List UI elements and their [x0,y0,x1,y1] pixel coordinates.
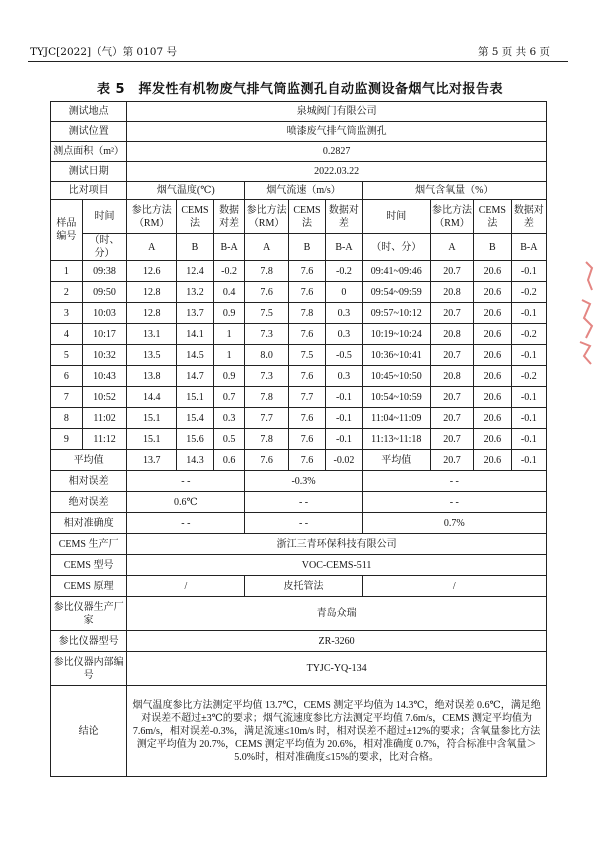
oxy-b-cell: 20.6 [474,366,512,387]
date-value: 2022.03.22 [127,162,547,182]
time-cell: 09:50 [82,282,126,303]
avg-oxy-diff: -0.1 [511,450,546,471]
compare-item-header: 比对项目 [51,182,127,200]
col-b: B [288,234,326,261]
sample-no-header: 样品编号 [51,200,83,261]
oxy-a-cell: 20.7 [430,261,473,282]
time-cell: 11:02 [82,408,126,429]
header-divider [28,61,568,62]
flow-b-cell: 7.8 [288,303,326,324]
sample-no-cell: 5 [51,345,83,366]
time-header: 时间 [82,200,126,234]
time-cell: 10:03 [82,303,126,324]
time-cell: 11:12 [82,429,126,450]
temp-a-cell: 12.6 [127,261,177,282]
time-cell: 10:52 [82,387,126,408]
cems-maker-row [51,534,547,555]
info-row [51,122,547,142]
oxy-diff-cell: -0.1 [511,261,546,282]
info-row [51,142,547,162]
col-b: B [177,234,213,261]
temp-diff-cell: -0.2 [213,261,245,282]
relative-accuracy-row [51,513,547,534]
temp-b-cell: 15.1 [177,387,213,408]
oxy-a-cell: 20.8 [430,366,473,387]
avg-oxy-a: 20.7 [430,450,473,471]
position-value: 喷漆废气排气筒监测孔 [127,122,547,142]
average-label: 平均值 [51,450,127,471]
table-row [51,282,547,303]
oxy-diff-cell: -0.2 [511,366,546,387]
time-cell: 10:43 [82,366,126,387]
temp-a-cell: 13.1 [127,324,177,345]
temp-diff-cell: 1 [213,324,245,345]
oxy-b-cell: 20.6 [474,387,512,408]
avg-temp-a: 13.7 [127,450,177,471]
oxy-time-header: 时间 [362,200,430,234]
temp-diff-cell: 0.7 [213,387,245,408]
ref-number-value: TYJC-YQ-134 [127,652,547,686]
sample-no-cell: 1 [51,261,83,282]
oxy-diff-cell: -0.2 [511,324,546,345]
flow-b-cell: 7.6 [288,429,326,450]
temp-a-cell: 12.8 [127,303,177,324]
table-row [51,387,547,408]
flow-a-cell: 7.7 [245,408,288,429]
flow-a-cell: 7.6 [245,282,288,303]
oxy-time-unit: （时、分） [362,234,430,261]
data-rows [51,261,547,450]
oxygen-group-header: 烟气含氧量（%） [362,182,546,200]
table-row [51,324,547,345]
oxy-time-cell: 10:45~10:50 [362,366,430,387]
temp-a-cell: 12.8 [127,282,177,303]
oxy-time-cell: 09:41~09:46 [362,261,430,282]
flow-b-cell: 7.7 [288,387,326,408]
oxy-a-cell: 20.7 [430,345,473,366]
area-value: 0.2827 [127,142,547,162]
temp-group-header: 烟气温度(℃) [127,182,245,200]
temp-a-cell: 15.1 [127,429,177,450]
conclusion-text: 烟气温度参比方法测定平均值 13.7℃，CEMS 测定平均值为 14.3℃，绝对误差 0.6℃，满足绝对误差不超过±3℃的要求；烟气流速度参比方法测定平均值 7.6m/s，CEMS 测定平均值为 7.6m/s，相对误差-0.3%，满足流速≤10m/s 时，相对误差不超过±12%的要求；含氧量参比方法测定平均值为 20.7%，CEMS 测定平均值为 20.6%，相对准确度 0.7%，符合标准中含氧量＞5.0%时，相对准确度≤15%的要求，比对合格。 [127,686,547,777]
temp-b-cell: 12.4 [177,261,213,282]
cems-maker-label: CEMS 生产厂 [51,534,127,555]
sample-no-cell: 9 [51,429,83,450]
sample-no-cell: 3 [51,303,83,324]
temp-b-cell: 14.7 [177,366,213,387]
ref-model-row [51,631,547,652]
table-row [51,408,547,429]
ref-number-row [51,652,547,686]
flow-b-cell: 7.6 [288,366,326,387]
site-label: 测试地点 [51,102,127,122]
temp-diff-cell: 0.9 [213,366,245,387]
flow-a-cell: 7.8 [245,429,288,450]
ref-maker-value: 青岛众瑞 [127,597,547,631]
oxy-diff-cell: -0.1 [511,429,546,450]
position-label: 测试位置 [51,122,127,142]
temp-diff-cell: 0.5 [213,429,245,450]
flow-b-cell: 7.6 [288,282,326,303]
temp-b-cell: 14.5 [177,345,213,366]
flow-a-cell: 7.3 [245,366,288,387]
relative-accuracy-flow: - - [245,513,362,534]
oxy-b-cell: 20.6 [474,429,512,450]
temp-diff-cell: 1 [213,345,245,366]
cems-principle-flow: 皮托管法 [245,576,362,597]
cems-model-value: VOC-CEMS-511 [127,555,547,576]
table-row [51,366,547,387]
sample-no-cell: 2 [51,282,83,303]
oxy-b-cell: 20.6 [474,282,512,303]
temp-a-cell: 13.5 [127,345,177,366]
flow-diff-cell: -0.1 [326,429,362,450]
oxy-diff-cell: -0.1 [511,408,546,429]
temp-rm-header: 参比方法（RM） [127,200,177,234]
flow-a-cell: 7.5 [245,303,288,324]
flow-cems-header: CEMS 法 [288,200,326,234]
temp-b-cell: 14.1 [177,324,213,345]
oxy-diff-cell: -0.1 [511,303,546,324]
page-info: 第 5 页 共 6 页 [477,46,550,58]
col-ba: B-A [511,234,546,261]
table-row [51,345,547,366]
avg-oxy-b: 20.6 [474,450,512,471]
temp-a-cell: 13.8 [127,366,177,387]
avg-temp-b: 14.3 [177,450,213,471]
oxy-b-cell: 20.6 [474,345,512,366]
date-label: 测试日期 [51,162,127,182]
oxy-time-cell: 11:04~11:09 [362,408,430,429]
sample-no-cell: 6 [51,366,83,387]
col-ba: B-A [326,234,362,261]
time-cell: 09:38 [82,261,126,282]
oxy-a-cell: 20.7 [430,408,473,429]
oxy-a-cell: 20.8 [430,324,473,345]
flow-b-cell: 7.5 [288,345,326,366]
flow-a-cell: 7.8 [245,387,288,408]
cems-principle-temp: / [127,576,245,597]
oxy-rm-header: 参比方法（RM） [430,200,473,234]
avg-flow-a: 7.6 [245,450,288,471]
temp-diff-cell: 0.9 [213,303,245,324]
temp-b-cell: 15.6 [177,429,213,450]
avg-oxy-label: 平均值 [362,450,430,471]
flow-diff-cell: -0.5 [326,345,362,366]
col-a: A [245,234,288,261]
cems-maker-value: 浙江三青环保科技有限公司 [127,534,547,555]
oxy-diff-header: 数据对差 [511,200,546,234]
flow-a-cell: 7.3 [245,324,288,345]
conclusion-row [51,686,547,777]
oxy-time-cell: 11:13~11:18 [362,429,430,450]
col-ba: B-A [213,234,245,261]
table-row [51,303,547,324]
flow-diff-cell: 0 [326,282,362,303]
flow-group-header: 烟气流速（m/s） [245,182,362,200]
time-unit: （时、分） [82,234,126,261]
temp-diff-cell: 0.3 [213,408,245,429]
area-label: 测点面积（m²） [51,142,127,162]
flow-diff-cell: -0.2 [326,261,362,282]
col-a: A [127,234,177,261]
relative-error-row [51,471,547,492]
oxy-time-cell: 09:54~09:59 [362,282,430,303]
oxy-diff-cell: -0.1 [511,387,546,408]
ref-maker-label: 参比仪器生产厂家 [51,597,127,631]
temp-cems-header: CEMS 法 [177,200,213,234]
table-row [51,261,547,282]
ref-model-label: 参比仪器型号 [51,631,127,652]
unit-header-row [51,234,547,261]
oxy-time-cell: 10:54~10:59 [362,387,430,408]
flow-diff-header: 数据对差 [326,200,362,234]
site-value: 泉城阀门有限公司 [127,102,547,122]
oxy-time-cell: 09:57~10:12 [362,303,430,324]
sample-no-cell: 4 [51,324,83,345]
avg-flow-diff: -0.02 [326,450,362,471]
avg-temp-diff: 0.6 [213,450,245,471]
oxy-time-cell: 10:36~10:41 [362,345,430,366]
temp-a-cell: 14.4 [127,387,177,408]
ref-number-label: 参比仪器内部编号 [51,652,127,686]
oxy-diff-cell: -0.2 [511,282,546,303]
sample-no-cell: 8 [51,408,83,429]
info-row [51,102,547,122]
oxy-b-cell: 20.6 [474,408,512,429]
time-cell: 10:17 [82,324,126,345]
group-header-row [51,182,547,200]
relative-accuracy-temp: - - [127,513,245,534]
avg-flow-b: 7.6 [288,450,326,471]
flow-rm-header: 参比方法（RM） [245,200,288,234]
relative-error-oxy: - - [362,471,546,492]
cems-principle-row [51,576,547,597]
flow-a-cell: 8.0 [245,345,288,366]
sample-no-cell: 7 [51,387,83,408]
flow-b-cell: 7.6 [288,261,326,282]
cems-model-label: CEMS 型号 [51,555,127,576]
oxy-time-cell: 10:19~10:24 [362,324,430,345]
seal-stamp-fragment [572,260,594,370]
temp-a-cell: 15.1 [127,408,177,429]
temp-diff-header: 数据对差 [213,200,245,234]
average-row [51,450,547,471]
oxy-b-cell: 20.6 [474,261,512,282]
table-row [51,429,547,450]
col-a: A [430,234,473,261]
column-header-row [51,200,547,234]
temp-diff-cell: 0.4 [213,282,245,303]
oxy-a-cell: 20.8 [430,282,473,303]
absolute-error-row [51,492,547,513]
time-cell: 10:32 [82,345,126,366]
flow-b-cell: 7.6 [288,408,326,429]
comparison-report-table [50,101,547,777]
cems-principle-oxy: / [362,576,546,597]
absolute-error-label: 绝对误差 [51,492,127,513]
oxy-a-cell: 20.7 [430,303,473,324]
flow-diff-cell: -0.1 [326,408,362,429]
flow-b-cell: 7.6 [288,324,326,345]
oxy-b-cell: 20.6 [474,303,512,324]
oxy-b-cell: 20.6 [474,324,512,345]
table-title: 表 5 挥发性有机物废气排气筒监测孔自动监测设备烟气比对报告表 [96,82,504,97]
temp-b-cell: 13.2 [177,282,213,303]
oxy-a-cell: 20.7 [430,387,473,408]
absolute-error-oxy: - - [362,492,546,513]
relative-accuracy-label: 相对准确度 [51,513,127,534]
document-number: TYJC[2022]（气）第 0107 号 [30,46,177,58]
absolute-error-temp: 0.6℃ [127,492,245,513]
temp-b-cell: 13.7 [177,303,213,324]
oxy-a-cell: 20.7 [430,429,473,450]
relative-accuracy-oxy: 0.7% [362,513,546,534]
relative-error-label: 相对误差 [51,471,127,492]
info-row [51,162,547,182]
ref-maker-row [51,597,547,631]
oxy-cems-header: CEMS 法 [474,200,512,234]
flow-diff-cell: -0.1 [326,387,362,408]
ref-model-value: ZR-3260 [127,631,547,652]
flow-diff-cell: 0.3 [326,303,362,324]
cems-principle-label: CEMS 原理 [51,576,127,597]
conclusion-label: 结论 [51,686,127,777]
temp-b-cell: 15.4 [177,408,213,429]
oxy-diff-cell: -0.1 [511,345,546,366]
relative-error-temp: - - [127,471,245,492]
flow-diff-cell: 0.3 [326,366,362,387]
col-b: B [474,234,512,261]
flow-diff-cell: 0.3 [326,324,362,345]
flow-a-cell: 7.8 [245,261,288,282]
cems-model-row [51,555,547,576]
relative-error-flow: -0.3% [245,471,362,492]
absolute-error-flow: - - [245,492,362,513]
